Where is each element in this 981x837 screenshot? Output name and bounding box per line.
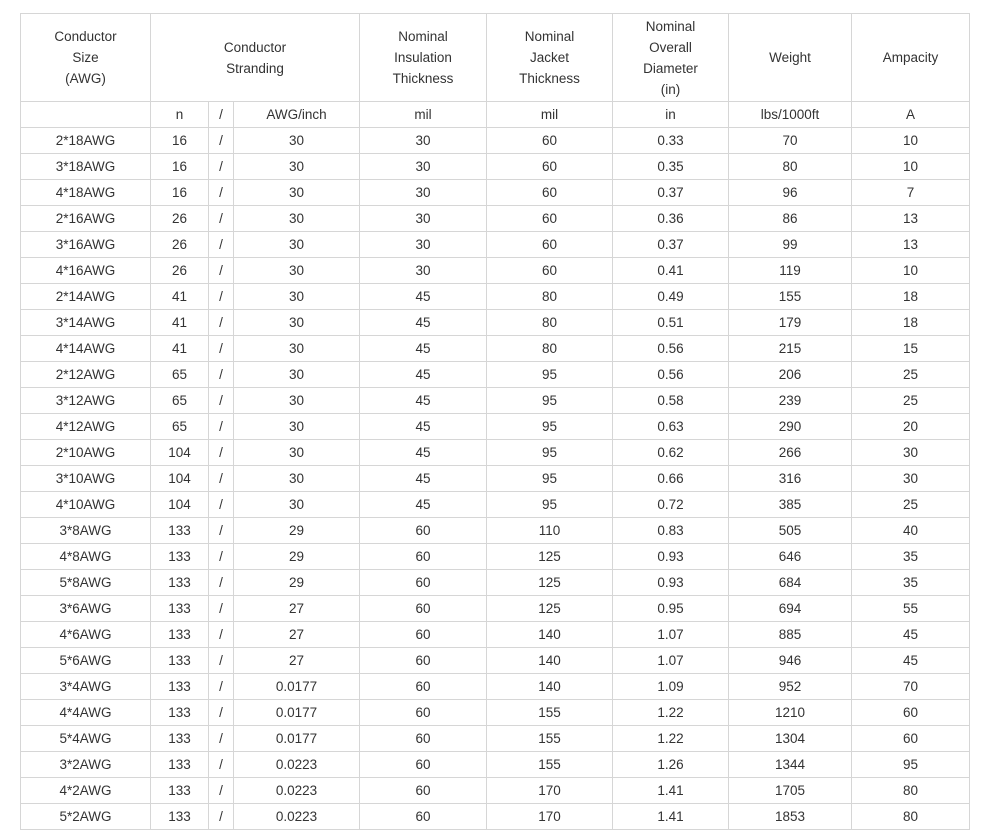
table-row [21, 180, 970, 206]
table-cell: 1853 [729, 804, 852, 830]
table-cell: 885 [729, 622, 852, 648]
table-cell: / [209, 778, 234, 804]
table-cell: 133 [151, 648, 209, 674]
table-cell: 30 [234, 310, 360, 336]
table-cell: 290 [729, 414, 852, 440]
table-cell: 16 [151, 180, 209, 206]
table-cell: 0.63 [613, 414, 729, 440]
table-cell: / [209, 206, 234, 232]
table-cell: 0.0177 [234, 674, 360, 700]
table-cell: 45 [360, 336, 487, 362]
table-cell: 60 [487, 232, 613, 258]
table-cell: 133 [151, 674, 209, 700]
table-cell: 140 [487, 674, 613, 700]
units-cell: n [151, 102, 209, 128]
table-cell: 133 [151, 570, 209, 596]
table-cell: / [209, 128, 234, 154]
table-cell: 30 [234, 258, 360, 284]
table-cell: 30 [234, 206, 360, 232]
table-cell: 1705 [729, 778, 852, 804]
table-cell: 0.58 [613, 388, 729, 414]
table-cell: 30 [234, 154, 360, 180]
table-row [21, 466, 970, 492]
table-cell: 30 [360, 258, 487, 284]
table-cell: 29 [234, 518, 360, 544]
table-cell: 45 [360, 310, 487, 336]
table-row [21, 388, 970, 414]
table-cell: 45 [360, 414, 487, 440]
table-cell: 2*14AWG [21, 284, 151, 310]
table-cell: 206 [729, 362, 852, 388]
table-cell: 18 [852, 310, 970, 336]
table-cell: 1210 [729, 700, 852, 726]
table-cell: / [209, 362, 234, 388]
table-cell: 5*6AWG [21, 648, 151, 674]
table-cell: 946 [729, 648, 852, 674]
table-cell: 3*8AWG [21, 518, 151, 544]
table-row [21, 310, 970, 336]
table-cell: 0.49 [613, 284, 729, 310]
table-cell: 104 [151, 440, 209, 466]
table-cell: 60 [487, 206, 613, 232]
table-cell: 60 [487, 154, 613, 180]
table-cell: 2*12AWG [21, 362, 151, 388]
table-cell: / [209, 284, 234, 310]
table-cell: 2*16AWG [21, 206, 151, 232]
table-cell: 133 [151, 752, 209, 778]
table-cell: 1.41 [613, 778, 729, 804]
table-cell: 952 [729, 674, 852, 700]
units-cell: / [209, 102, 234, 128]
table-cell: 70 [729, 128, 852, 154]
table-cell: 155 [487, 700, 613, 726]
table-cell: / [209, 492, 234, 518]
table-row [21, 258, 970, 284]
table-cell: 133 [151, 596, 209, 622]
table-cell: 215 [729, 336, 852, 362]
table-cell: 35 [852, 544, 970, 570]
table-cell: 2*18AWG [21, 128, 151, 154]
table-row [21, 232, 970, 258]
table-cell: 4*10AWG [21, 492, 151, 518]
table-row [21, 726, 970, 752]
table-cell: 0.66 [613, 466, 729, 492]
table-cell: 30 [360, 206, 487, 232]
table-cell: 45 [360, 492, 487, 518]
table-cell: 30 [234, 414, 360, 440]
table-cell: 60 [360, 752, 487, 778]
table-cell: / [209, 674, 234, 700]
table-cell: 20 [852, 414, 970, 440]
table-cell: 65 [151, 414, 209, 440]
table-cell: 65 [151, 362, 209, 388]
table-cell: 4*14AWG [21, 336, 151, 362]
table-cell: / [209, 726, 234, 752]
table-cell: 0.0177 [234, 700, 360, 726]
table-cell: 133 [151, 518, 209, 544]
table-cell: 60 [360, 804, 487, 830]
table-cell: 30 [234, 388, 360, 414]
units-cell: mil [487, 102, 613, 128]
table-cell: / [209, 804, 234, 830]
table-cell: 95 [487, 492, 613, 518]
table-cell: 5*8AWG [21, 570, 151, 596]
table-cell: 55 [852, 596, 970, 622]
table-cell: 13 [852, 206, 970, 232]
table-cell: 0.41 [613, 258, 729, 284]
table-cell: 45 [360, 284, 487, 310]
table-cell: 30 [360, 154, 487, 180]
table-cell: 41 [151, 310, 209, 336]
table-cell: 1.26 [613, 752, 729, 778]
table-cell: 1304 [729, 726, 852, 752]
table-cell: 3*12AWG [21, 388, 151, 414]
table-cell: 3*2AWG [21, 752, 151, 778]
table-cell: 27 [234, 596, 360, 622]
table-cell: 2*10AWG [21, 440, 151, 466]
units-cell: AWG/inch [234, 102, 360, 128]
table-cell: 505 [729, 518, 852, 544]
table-row [21, 752, 970, 778]
table-cell: 125 [487, 544, 613, 570]
table-cell: 0.37 [613, 180, 729, 206]
table-cell: / [209, 258, 234, 284]
table-cell: 60 [487, 128, 613, 154]
table-cell: 133 [151, 778, 209, 804]
table-cell: / [209, 544, 234, 570]
table-body [21, 128, 970, 830]
table-cell: 10 [852, 128, 970, 154]
units-cell: mil [360, 102, 487, 128]
table-cell: 25 [852, 388, 970, 414]
table-cell: 41 [151, 284, 209, 310]
table-cell: 0.0223 [234, 804, 360, 830]
table-cell: 41 [151, 336, 209, 362]
units-cell-empty [21, 102, 151, 128]
table-cell: 25 [852, 492, 970, 518]
table-cell: 104 [151, 466, 209, 492]
table-cell: 1.22 [613, 700, 729, 726]
table-cell: 0.72 [613, 492, 729, 518]
table-cell: 170 [487, 778, 613, 804]
table-cell: 26 [151, 232, 209, 258]
table-cell: 3*10AWG [21, 466, 151, 492]
table-cell: / [209, 596, 234, 622]
table-row [21, 362, 970, 388]
table-cell: 80 [487, 336, 613, 362]
units-cell: A [852, 102, 970, 128]
table-row [21, 492, 970, 518]
table-cell: 95 [487, 414, 613, 440]
units-cell: lbs/1000ft [729, 102, 852, 128]
table-cell: / [209, 154, 234, 180]
table-cell: 694 [729, 596, 852, 622]
table-cell: 30 [360, 180, 487, 206]
table-cell: 99 [729, 232, 852, 258]
table-cell: 45 [360, 362, 487, 388]
table-cell: 4*18AWG [21, 180, 151, 206]
table-cell: / [209, 388, 234, 414]
table-cell: 30 [852, 440, 970, 466]
table-cell: 25 [852, 362, 970, 388]
table-cell: 3*14AWG [21, 310, 151, 336]
table-row [21, 596, 970, 622]
table-cell: 170 [487, 804, 613, 830]
table-cell: 1344 [729, 752, 852, 778]
table-cell: 26 [151, 206, 209, 232]
table-cell: 80 [487, 284, 613, 310]
table-cell: 179 [729, 310, 852, 336]
table-cell: 110 [487, 518, 613, 544]
table-cell: 4*4AWG [21, 700, 151, 726]
table-cell: 5*2AWG [21, 804, 151, 830]
table-cell: 0.36 [613, 206, 729, 232]
table-cell: 30 [234, 284, 360, 310]
table-cell: 95 [487, 388, 613, 414]
table-row [21, 154, 970, 180]
table-cell: 30 [234, 128, 360, 154]
table-cell: 26 [151, 258, 209, 284]
table-cell: / [209, 518, 234, 544]
table-row [21, 414, 970, 440]
table-cell: 96 [729, 180, 852, 206]
table-cell: 80 [729, 154, 852, 180]
table-cell: 1.07 [613, 648, 729, 674]
table-cell: 155 [487, 752, 613, 778]
table-row [21, 544, 970, 570]
table-row [21, 284, 970, 310]
table-cell: 4*8AWG [21, 544, 151, 570]
table-row [21, 674, 970, 700]
table-cell: 0.62 [613, 440, 729, 466]
table-row [21, 518, 970, 544]
table-cell: 60 [360, 518, 487, 544]
table-cell: 133 [151, 804, 209, 830]
table-cell: 5*4AWG [21, 726, 151, 752]
table-cell: 80 [852, 778, 970, 804]
table-cell: 646 [729, 544, 852, 570]
units-row [21, 102, 970, 128]
table-cell: 40 [852, 518, 970, 544]
table-cell: 60 [360, 622, 487, 648]
table-cell: 70 [852, 674, 970, 700]
cable-spec-table [20, 13, 970, 830]
table-cell: 1.22 [613, 726, 729, 752]
table-cell: 0.95 [613, 596, 729, 622]
table-cell: 80 [852, 804, 970, 830]
table-cell: 60 [360, 700, 487, 726]
table-cell: 30 [234, 440, 360, 466]
table-cell: 0.51 [613, 310, 729, 336]
table-cell: 1.41 [613, 804, 729, 830]
table-cell: 133 [151, 544, 209, 570]
table-cell: 60 [852, 700, 970, 726]
table-cell: 60 [360, 674, 487, 700]
table-cell: 1.09 [613, 674, 729, 700]
table-cell: 30 [360, 128, 487, 154]
table-cell: 30 [234, 466, 360, 492]
table-cell: 125 [487, 596, 613, 622]
table-cell: 239 [729, 388, 852, 414]
table-cell: 60 [360, 544, 487, 570]
table-row [21, 206, 970, 232]
table-cell: 4*12AWG [21, 414, 151, 440]
table-cell: 104 [151, 492, 209, 518]
table-row [21, 570, 970, 596]
table-cell: 4*6AWG [21, 622, 151, 648]
header-insulation-thickness: Nominal Insulation Thickness [360, 14, 487, 102]
table-cell: 3*18AWG [21, 154, 151, 180]
table-row [21, 440, 970, 466]
table-cell: 45 [852, 648, 970, 674]
table-cell: 45 [360, 466, 487, 492]
table-cell: 95 [852, 752, 970, 778]
table-cell: / [209, 414, 234, 440]
units-cell: in [613, 102, 729, 128]
table-cell: 60 [360, 778, 487, 804]
table-cell: 95 [487, 466, 613, 492]
table-cell: 30 [852, 466, 970, 492]
table-cell: / [209, 648, 234, 674]
table-cell: 30 [360, 232, 487, 258]
table-cell: 16 [151, 128, 209, 154]
table-cell: / [209, 440, 234, 466]
table-cell: 3*4AWG [21, 674, 151, 700]
table-cell: 0.33 [613, 128, 729, 154]
table-cell: 60 [487, 180, 613, 206]
table-cell: 684 [729, 570, 852, 596]
table-cell: 60 [360, 726, 487, 752]
table-row [21, 336, 970, 362]
table-cell: / [209, 752, 234, 778]
table-cell: 140 [487, 622, 613, 648]
table-cell: 95 [487, 440, 613, 466]
table-cell: 0.56 [613, 362, 729, 388]
table-cell: 60 [360, 596, 487, 622]
table-cell: 45 [360, 388, 487, 414]
table-cell: 60 [852, 726, 970, 752]
header-weight: Weight [729, 14, 852, 102]
table-cell: 16 [151, 154, 209, 180]
table-cell: / [209, 570, 234, 596]
table-cell: 0.0223 [234, 778, 360, 804]
table-cell: 15 [852, 336, 970, 362]
header-jacket-thickness: Nominal Jacket Thickness [487, 14, 613, 102]
table-cell: 316 [729, 466, 852, 492]
table-cell: / [209, 700, 234, 726]
table-cell: / [209, 622, 234, 648]
table-cell: 65 [151, 388, 209, 414]
table-cell: / [209, 466, 234, 492]
table-cell: / [209, 180, 234, 206]
table-cell: 119 [729, 258, 852, 284]
table-cell: 80 [487, 310, 613, 336]
table-cell: 60 [360, 648, 487, 674]
table-cell: 0.0177 [234, 726, 360, 752]
header-overall-diameter: Nominal Overall Diameter (in) [613, 14, 729, 102]
table-cell: 0.56 [613, 336, 729, 362]
table-cell: 155 [729, 284, 852, 310]
table-cell: 133 [151, 622, 209, 648]
table-cell: 0.0223 [234, 752, 360, 778]
table-cell: 86 [729, 206, 852, 232]
table-cell: 0.93 [613, 570, 729, 596]
table-cell: 0.93 [613, 544, 729, 570]
table-cell: 45 [360, 440, 487, 466]
table-cell: 0.37 [613, 232, 729, 258]
table-cell: 10 [852, 258, 970, 284]
table-cell: 155 [487, 726, 613, 752]
table-cell: 3*16AWG [21, 232, 151, 258]
table-row [21, 128, 970, 154]
table-cell: 27 [234, 622, 360, 648]
table-cell: 266 [729, 440, 852, 466]
table-row [21, 700, 970, 726]
table-cell: 35 [852, 570, 970, 596]
table-cell: 0.83 [613, 518, 729, 544]
header-ampacity: Ampacity [852, 14, 970, 102]
table-cell: 10 [852, 154, 970, 180]
table-cell: 27 [234, 648, 360, 674]
table-cell: 13 [852, 232, 970, 258]
table-cell: 95 [487, 362, 613, 388]
table-cell: 385 [729, 492, 852, 518]
table-cell: / [209, 310, 234, 336]
table-cell: 30 [234, 232, 360, 258]
table-cell: 7 [852, 180, 970, 206]
table-cell: 0.35 [613, 154, 729, 180]
table-cell: 140 [487, 648, 613, 674]
table-cell: 133 [151, 726, 209, 752]
table-cell: 60 [487, 258, 613, 284]
table-row [21, 622, 970, 648]
table-row [21, 778, 970, 804]
table-cell: 30 [234, 336, 360, 362]
table-cell: 29 [234, 544, 360, 570]
table-cell: / [209, 336, 234, 362]
table-cell: 30 [234, 362, 360, 388]
table-cell: 18 [852, 284, 970, 310]
table-cell: 1.07 [613, 622, 729, 648]
table-cell: 30 [234, 492, 360, 518]
table-cell: 3*6AWG [21, 596, 151, 622]
table-cell: 4*16AWG [21, 258, 151, 284]
table-cell: 133 [151, 700, 209, 726]
table-row [21, 648, 970, 674]
table-cell: / [209, 232, 234, 258]
table-cell: 30 [234, 180, 360, 206]
table-cell: 45 [852, 622, 970, 648]
table-cell: 60 [360, 570, 487, 596]
header-conductor-stranding: Conductor Stranding [151, 14, 360, 102]
header-conductor-size: Conductor Size (AWG) [21, 14, 151, 102]
table-row [21, 804, 970, 830]
table-cell: 125 [487, 570, 613, 596]
table-cell: 29 [234, 570, 360, 596]
table-cell: 4*2AWG [21, 778, 151, 804]
